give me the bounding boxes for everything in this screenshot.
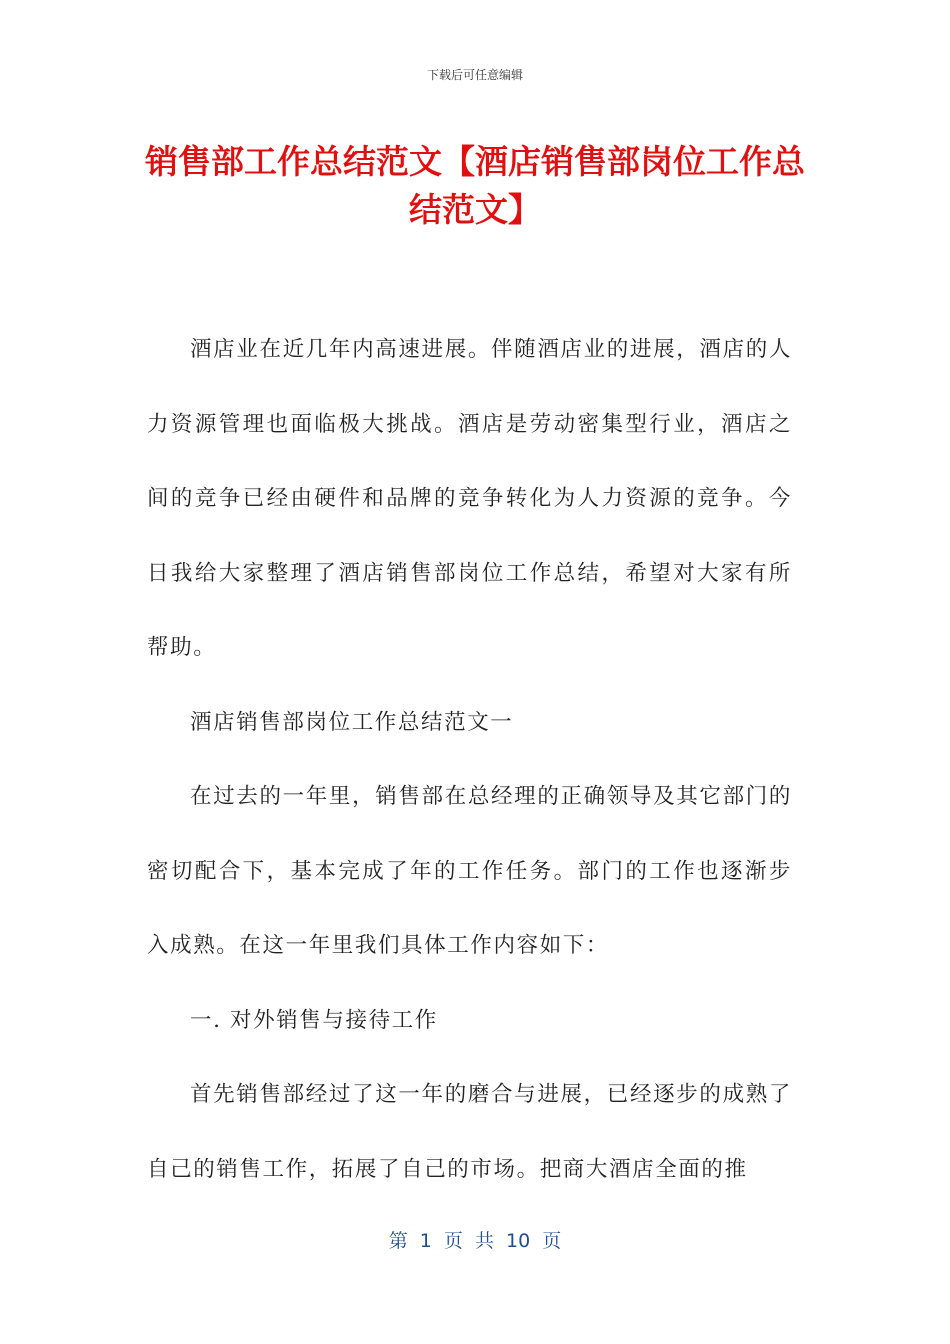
document-title: 销售部工作总结范文【酒店销售部岗位工作总结范文】: [145, 142, 805, 229]
body-paragraph: 首先销售部经过了这一年的磨合与进展，已经逐步的成熟了自己的销售工作，拓展了自己的市场。把商大酒店全面的推: [147, 1082, 792, 1182]
page-footer: [0, 1226, 950, 1253]
current-page-number: 1: [419, 1230, 432, 1252]
intro-paragraph: 酒店业在近几年内高速进展。伴随酒店业的进展，酒店的人力资源管理也面临极大挑战。酒店是劳动密集型行业，酒店之间的竞争已经由硬件和品牌的竞争转化为人力资源的竞争。今日我给大家整理了酒店销售部岗位工作总结，希望对大家有所帮助。: [147, 337, 792, 660]
footer-suffix: 页: [542, 1230, 562, 1252]
total-pages-number: 10: [506, 1230, 531, 1252]
subsection-heading: 一. 对外销售与接待工作: [190, 1007, 438, 1033]
document-body: [147, 313, 792, 1207]
footer-prefix: 第: [388, 1230, 408, 1252]
section-heading: 酒店销售部岗位工作总结范文一: [190, 709, 514, 735]
header-note: 下载后可任意编辑: [426, 68, 523, 82]
footer-middle: 页 共: [443, 1230, 494, 1252]
body-paragraph: 在过去的一年里，销售部在总经理的正确领导及其它部门的密切配合下，基本完成了年的工作任务。部门的工作也逐渐步入成熟。在这一年里我们具体工作内容如下：: [147, 784, 792, 958]
